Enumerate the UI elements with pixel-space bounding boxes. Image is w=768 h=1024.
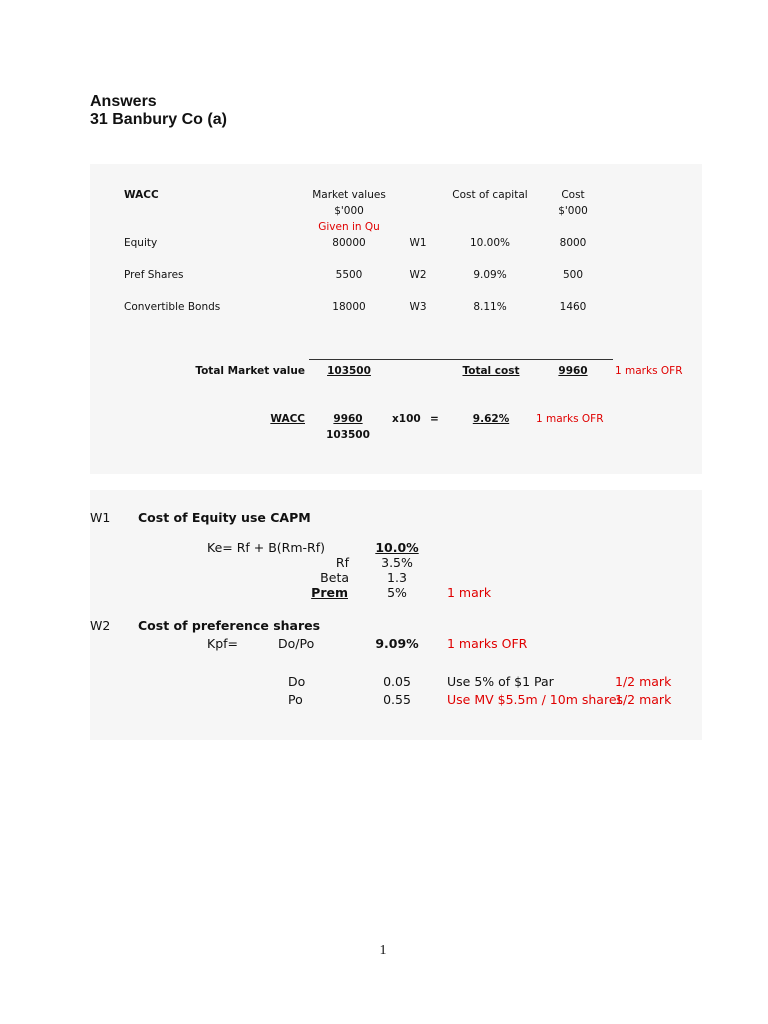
wacc-panel [90,164,702,474]
w2-kpf-formula: Do/Po [278,636,315,651]
totals-rule [309,359,613,360]
total-cost-label: Total cost [462,365,520,377]
row-coc-equity: 10.00% [469,237,511,249]
col-header-cost: Cost [561,189,585,201]
row-ref-convertible-bonds: W3 [409,301,427,313]
question-title: 31 Banbury Co (a) [90,111,227,128]
w1-ref: W1 [90,510,111,525]
row-ref-equity: W1 [409,237,427,249]
total-market-value: 103500 [327,365,371,377]
w2-title: Cost of preference shares [138,618,321,633]
row-label-pref-shares: Pref Shares [124,269,184,281]
w2-po-label: Po [288,692,303,707]
w2-ref: W2 [90,618,111,633]
w2-do-mark: 1/2 mark [615,674,672,689]
w1-rf-value: 3.5% [381,555,413,570]
total-market-value-label: Total Market value [195,365,305,377]
w1-formula: Ke= Rf + B(Rm-Rf) [207,540,326,555]
w2-po-value: 0.55 [383,692,411,707]
w2-do-label: Do [288,674,306,689]
w2-result: 9.09% [375,636,419,651]
w1-prem-value: 5% [387,585,407,600]
w2-do-value: 0.05 [383,674,411,689]
row-mv-pref-shares: 5500 [335,269,363,281]
row-ref-pref-shares: W2 [409,269,427,281]
w2-result-mark: 1 marks OFR [447,636,528,651]
total-cost: 9960 [558,365,588,377]
doc-heading: Answers [90,93,157,110]
wacc-mark: 1 marks OFR [536,413,604,425]
row-cost-convertible-bonds: 1460 [559,301,587,313]
w1-beta-value: 1.3 [387,570,407,585]
total-mark: 1 marks OFR [615,365,683,377]
row-label-equity: Equity [124,237,158,249]
row-label-convertible-bonds: Convertible Bonds [124,301,221,313]
w1-prem-label: Prem [311,585,348,600]
wacc-equals: = [430,413,439,425]
wacc-denominator: 103500 [326,429,370,441]
w1-result: 10.0% [375,540,419,555]
row-coc-convertible-bonds: 8.11% [473,301,507,313]
col-header-market-unit: $'000 [334,205,364,217]
w2-do-note: Use 5% of $1 Par [447,674,554,689]
page-number: 1 [379,943,387,958]
w2-kpf-label: Kpf= [207,636,239,651]
row-coc-pref-shares: 9.09% [473,269,507,281]
w2-po-note: Use MV $5.5m / 10m shares [447,692,624,707]
w1-beta-label: Beta [320,570,349,585]
w1-title: Cost of Equity use CAPM [138,510,311,525]
row-mv-equity: 80000 [332,237,366,249]
wacc-result: 9.62% [472,413,510,425]
row-cost-equity: 8000 [559,237,587,249]
w1-rf-label: Rf [335,555,349,570]
w2-po-mark: 1/2 mark [615,692,672,707]
wacc-table-title: WACC [124,189,159,201]
wacc-operator: x100 [392,413,421,425]
col-header-cost-unit: $'000 [558,205,588,217]
col-header-market-values: Market values [312,189,386,201]
row-cost-pref-shares: 500 [562,269,584,281]
wacc-numerator: 9960 [333,413,363,425]
row-mv-convertible-bonds: 18000 [332,301,366,313]
wacc-label: WACC [270,413,305,425]
col-header-cost-of-capital: Cost of capital [452,189,528,201]
w1-mark: 1 mark [447,585,492,600]
col-header-market-note: Given in Qu [318,221,380,233]
